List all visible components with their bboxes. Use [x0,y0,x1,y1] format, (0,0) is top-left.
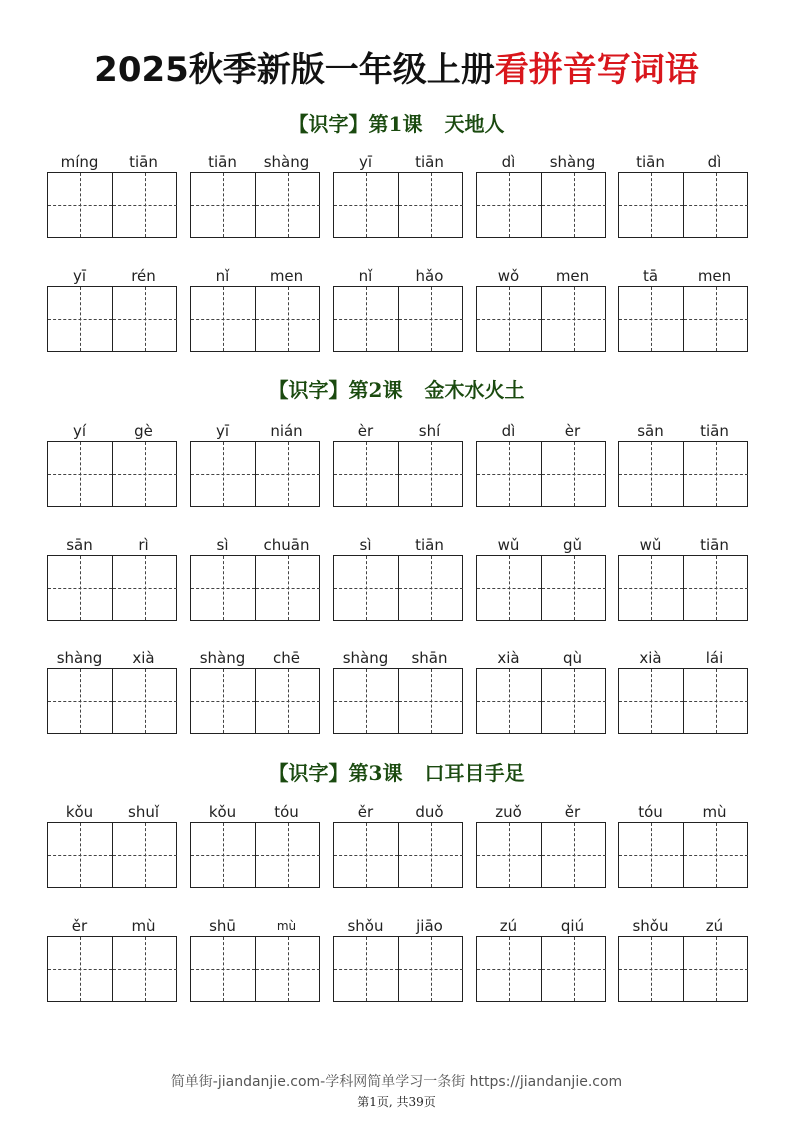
pinyin-label: xià [497,649,520,667]
writing-box[interactable] [619,173,683,237]
tianzige-pair [476,286,606,352]
writing-box[interactable] [112,442,177,506]
pinyin-label: sān [66,536,93,554]
word-item [190,802,320,892]
pinyin-label: tiān [636,153,665,171]
pinyin-label: èr [564,422,581,440]
pinyin-label: yí [72,422,87,440]
writing-box[interactable] [683,823,748,887]
pinyin-label: kǒu [208,803,237,821]
tianzige-pair [190,172,320,238]
word-item [476,421,606,511]
word-row [47,802,747,892]
writing-box[interactable] [48,669,112,733]
tianzige-pair [190,555,320,621]
writing-box[interactable] [191,823,255,887]
tianzige-pair [618,441,748,507]
writing-box[interactable] [683,937,748,1001]
pinyin-label: nián [270,422,303,440]
tianzige-pair [190,822,320,888]
pinyin-label: shū [209,917,236,935]
writing-box[interactable] [477,442,541,506]
writing-box[interactable] [398,173,463,237]
writing-box[interactable] [398,556,463,620]
writing-box[interactable] [541,937,606,1001]
writing-box[interactable] [398,669,463,733]
tianzige-pair [333,286,463,352]
word-item [618,421,748,511]
pinyin-label: tiān [700,422,729,440]
pinyin-label: chuān [263,536,310,554]
word-row [47,535,747,625]
writing-box[interactable] [112,937,177,1001]
writing-box[interactable] [112,823,177,887]
word-item [47,266,177,356]
pinyin-label: wǔ [639,536,662,554]
writing-box[interactable] [255,669,320,733]
word-item [333,648,463,738]
word-row [47,648,747,738]
word-item [333,421,463,511]
writing-box[interactable] [541,442,606,506]
pinyin-label: men [269,267,304,285]
lesson-label: 【识字】第2课 [268,378,403,402]
pinyin-label: shí [418,422,441,440]
writing-box[interactable] [255,442,320,506]
pinyin-label: tiān [700,536,729,554]
writing-box[interactable] [191,669,255,733]
pinyin-label: ěr [71,917,88,935]
tianzige-pair [618,286,748,352]
lesson-name: 金木水火土 [424,378,525,402]
word-row [47,916,747,1006]
pinyin-label: sì [216,536,229,554]
pinyin-label: nǐ [358,267,373,285]
tianzige-pair [190,936,320,1002]
pinyin-label: shuǐ [128,803,159,821]
pinyin-label: mù [702,803,727,821]
tianzige-pair [47,172,177,238]
writing-box[interactable] [48,556,112,620]
writing-box[interactable] [191,173,255,237]
pinyin-label: shàng [342,649,389,667]
pinyin-label: tā [642,267,659,285]
writing-box[interactable] [398,287,463,351]
writing-box[interactable] [334,937,398,1001]
writing-box[interactable] [112,287,177,351]
writing-box[interactable] [112,669,177,733]
section-heading [0,759,793,787]
word-item [333,152,463,242]
word-item [618,535,748,625]
writing-box[interactable] [48,823,112,887]
pinyin-label: shàng [199,649,246,667]
word-item [47,648,177,738]
writing-box[interactable] [619,556,683,620]
writing-box[interactable] [541,823,606,887]
pinyin-label: chē [273,649,300,667]
tianzige-pair [47,286,177,352]
pinyin-label: shǒu [347,917,384,935]
writing-box[interactable] [683,173,748,237]
pinyin-label: lái [705,649,724,667]
tianzige-pair [47,668,177,734]
footer-page-number: 第1页, 共39页 [357,1095,436,1109]
pinyin-label: mù [276,919,297,933]
word-item [47,916,177,1006]
tianzige-pair [190,441,320,507]
writing-box[interactable] [255,173,320,237]
writing-box[interactable] [619,823,683,887]
word-item [190,648,320,738]
pinyin-label: duǒ [415,803,444,821]
tianzige-pair [47,936,177,1002]
word-item [333,916,463,1006]
word-item [190,152,320,242]
writing-box[interactable] [255,823,320,887]
tianzige-pair [333,822,463,888]
pinyin-label: qiú [560,917,585,935]
pinyin-label: men [697,267,732,285]
pinyin-label: ěr [357,803,374,821]
writing-box[interactable] [477,556,541,620]
word-item [47,802,177,892]
word-item [333,535,463,625]
section-heading [0,376,793,404]
pinyin-label: wǒ [497,267,520,285]
tianzige-pair [190,668,320,734]
tianzige-pair [618,172,748,238]
writing-box[interactable] [191,937,255,1001]
writing-box[interactable] [255,556,320,620]
writing-box[interactable] [334,823,398,887]
tianzige-pair [618,555,748,621]
pinyin-label: tiān [208,153,237,171]
word-item [47,535,177,625]
word-item [476,802,606,892]
word-item [476,152,606,242]
tianzige-pair [476,172,606,238]
pinyin-label: tóu [274,803,299,821]
lesson-name: 天地人 [444,112,505,136]
section-heading [0,110,793,138]
writing-box[interactable] [191,442,255,506]
pinyin-label: xià [132,649,155,667]
writing-box[interactable] [255,287,320,351]
word-item [476,916,606,1006]
pinyin-label: sān [637,422,664,440]
writing-box[interactable] [619,442,683,506]
writing-box[interactable] [112,556,177,620]
word-item [190,266,320,356]
writing-box[interactable] [191,287,255,351]
writing-box[interactable] [48,442,112,506]
pinyin-label: rì [138,536,149,554]
word-item [618,648,748,738]
lesson-label: 【识字】第1课 [288,112,423,136]
writing-box[interactable] [683,442,748,506]
writing-box[interactable] [619,669,683,733]
word-row [47,266,747,356]
footer-website: 简单街-jiandanjie.com-学科网简单学习一条街 https://jiandanjie.com [170,1074,623,1090]
tianzige-pair [618,668,748,734]
writing-box[interactable] [334,173,398,237]
pinyin-label: hǎo [415,267,444,285]
pinyin-label: ěr [564,803,581,821]
tianzige-pair [333,668,463,734]
writing-box[interactable] [255,937,320,1001]
pinyin-label: qù [562,649,583,667]
writing-box[interactable] [477,173,541,237]
writing-box[interactable] [541,556,606,620]
pinyin-label: yī [72,267,87,285]
writing-box[interactable] [398,442,463,506]
tianzige-pair [333,441,463,507]
word-item [333,802,463,892]
writing-box[interactable] [541,669,606,733]
word-item [190,535,320,625]
pinyin-label: rén [131,267,156,285]
writing-box[interactable] [398,937,463,1001]
pinyin-label: shàng [263,153,310,171]
tianzige-pair [47,555,177,621]
writing-box[interactable] [683,556,748,620]
pinyin-label: shǒu [632,917,669,935]
pinyin-label: zú [705,917,724,935]
pinyin-label: gè [134,422,153,440]
lesson-name: 口耳目手足 [424,761,525,785]
pinyin-label: tiān [129,153,158,171]
writing-box[interactable] [112,173,177,237]
pinyin-label: sì [359,536,372,554]
word-item [333,266,463,356]
writing-box[interactable] [541,287,606,351]
tianzige-pair [190,286,320,352]
word-item [190,421,320,511]
tianzige-pair [47,822,177,888]
pinyin-label: zú [499,917,518,935]
title-highlight: 看拼音写词语 [494,50,699,90]
tianzige-pair [618,936,748,1002]
pinyin-label: jiāo [416,917,443,935]
writing-box[interactable] [477,937,541,1001]
pinyin-label: xià [639,649,662,667]
pinyin-label: tiān [415,153,444,171]
writing-box[interactable] [48,287,112,351]
writing-box[interactable] [398,823,463,887]
word-item [47,421,177,511]
writing-box[interactable] [477,823,541,887]
writing-box[interactable] [541,173,606,237]
tianzige-pair [476,936,606,1002]
word-item [618,802,748,892]
pinyin-label: yī [358,153,373,171]
writing-box[interactable] [334,556,398,620]
writing-box[interactable] [334,669,398,733]
word-row [47,152,747,242]
tianzige-pair [476,668,606,734]
pinyin-label: zuǒ [495,803,522,821]
tianzige-pair [333,936,463,1002]
pinyin-label: nǐ [215,267,230,285]
lesson-label: 【识字】第3课 [268,761,403,785]
pinyin-label: tóu [638,803,663,821]
pinyin-label: míng [60,153,99,171]
pinyin-label: wǔ [497,536,520,554]
page-title [0,46,793,94]
writing-box[interactable] [683,669,748,733]
writing-box[interactable] [334,442,398,506]
writing-box[interactable] [477,287,541,351]
writing-box[interactable] [683,287,748,351]
word-item [618,152,748,242]
writing-box[interactable] [619,287,683,351]
pinyin-label: gǔ [562,536,583,554]
pinyin-label: men [555,267,590,285]
pinyin-label: dì [501,422,516,440]
word-row [47,421,747,511]
pinyin-label: dì [501,153,516,171]
writing-box[interactable] [48,937,112,1001]
pinyin-label: shān [411,649,448,667]
tianzige-pair [476,441,606,507]
tianzige-pair [47,441,177,507]
word-item [47,152,177,242]
word-item [476,535,606,625]
pinyin-label: mù [131,917,156,935]
writing-box[interactable] [191,556,255,620]
tianzige-pair [333,172,463,238]
pinyin-label: kǒu [65,803,94,821]
title-main: 2025秋季新版一年级上册 [94,50,495,90]
pinyin-label: shàng [56,649,103,667]
word-item [618,266,748,356]
writing-box[interactable] [619,937,683,1001]
writing-box[interactable] [48,173,112,237]
tianzige-pair [333,555,463,621]
word-item [476,266,606,356]
tianzige-pair [476,555,606,621]
writing-box[interactable] [477,669,541,733]
writing-box[interactable] [334,287,398,351]
pinyin-label: yī [215,422,230,440]
pinyin-label: dì [707,153,722,171]
word-item [476,648,606,738]
tianzige-pair [476,822,606,888]
pinyin-label: shàng [549,153,596,171]
word-item [618,916,748,1006]
pinyin-label: tiān [415,536,444,554]
tianzige-pair [618,822,748,888]
pinyin-label: èr [357,422,374,440]
word-item [190,916,320,1006]
